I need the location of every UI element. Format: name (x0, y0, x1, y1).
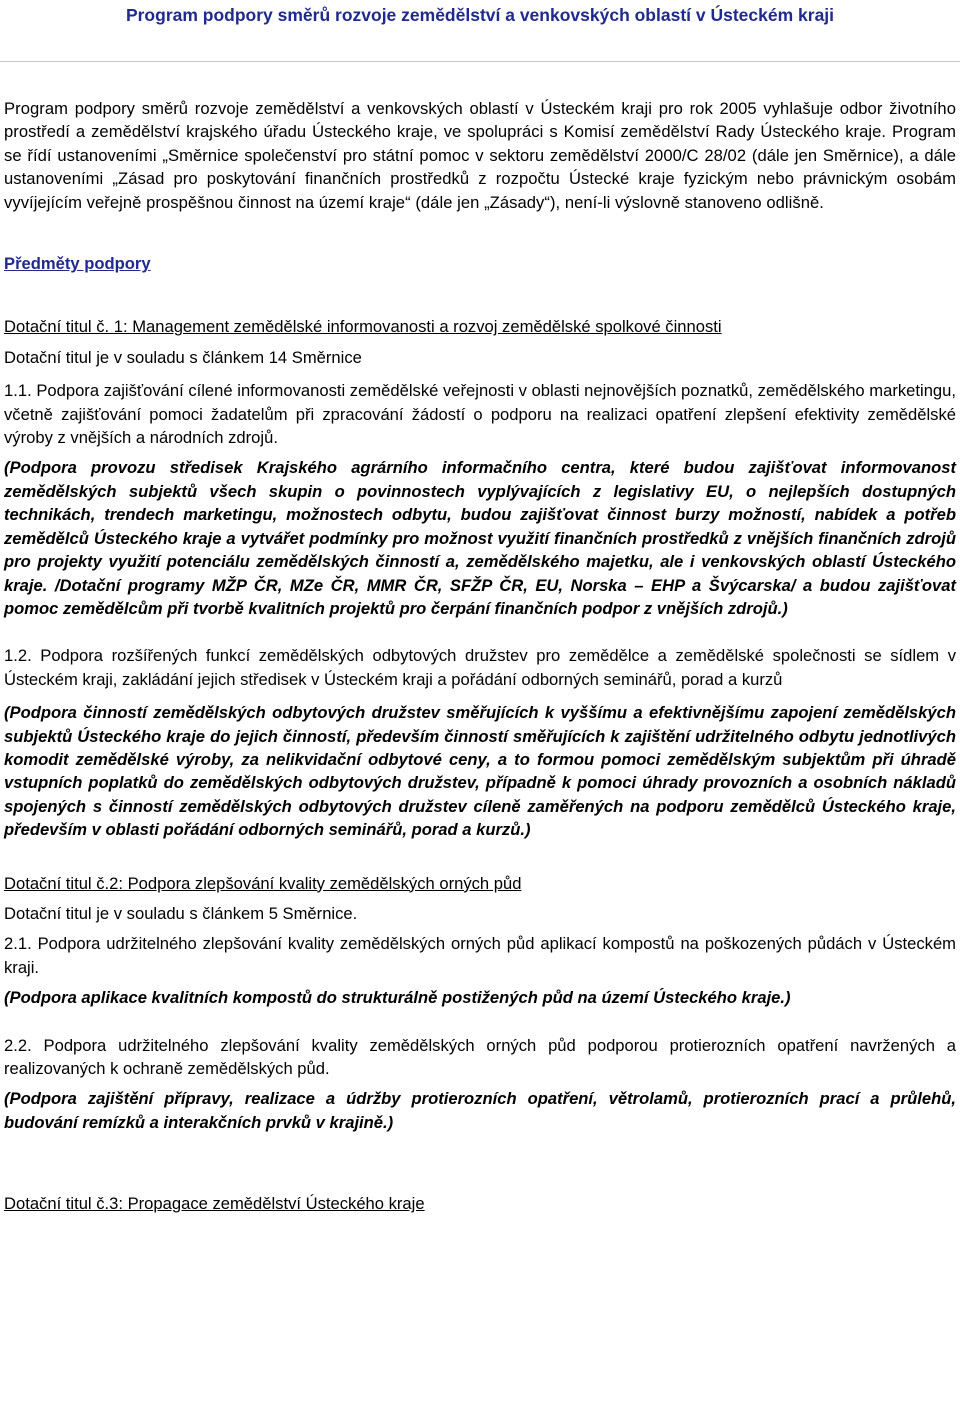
titul-1-note: Dotační titul je v souladu s článkem 14 Směrnice (4, 347, 362, 367)
titul-1-heading: Dotační titul č. 1: Management zemědělské informovanosti a rozvoj zemědělské spolkové činnosti (4, 317, 722, 337)
intro-paragraph: Program podpory směrů rozvoje zemědělství a venkovských oblastí v Ústeckém kraji pro rok 2005 vyhlašuje odbor životního prostředí a zemědělství krajského úřadu Ústeckého kraje, ve spolupráci s Komisí zemědělství Rady Ústeckého kraje. Program se řídí ustanoveními „Směrnice společenství pro státní pomoc v sektoru zemědělství 2000/C 28/02 (dále jen Směrnice), a dále ustanoveními „Zásad pro poskytování finančních prostředků z rozpočtu Ústecké kraje fyzickým nebo právnickým osobám vyvíjejícím veřejně prospěšnou činnost na území kraje“ (dále jen „Zásady“), není-li výslovně stanoveno odlišně. (4, 99, 956, 212)
item-2-1-text: 2.1. Podpora udržitelného zlepšování kvality zemědělských orných půd aplikací kompostů na poškozených půdách v Ústeckém kraji. (4, 934, 956, 977)
item-1-2-text: 1.2. Podpora rozšířených funkcí zemědělských odbytových družstev pro zemědělce a zemědělské společnosti se sídlem v Ústeckém kraji, zakládání jejich středisek v Ústeckém kraji a pořádání odborných seminářů, porad a kurzů (4, 646, 956, 689)
item-2-1-detail: (Podpora aplikace kvalitních kompostů do strukturálně postižených půd na území Ústeckého kraje.) (4, 988, 791, 1008)
titul-3-heading: Dotační titul č.3: Propagace zemědělství Ústeckého kraje (4, 1194, 425, 1214)
item-1-1-detail: (Podpora provozu středisek Krajského agrárního informačního centra, které budou zajišťovat informovanost zemědělských subjektů všech skupin o povinnostech vyplývajících z legislativy EU, o nejlepších dostupných technikách, trendech marketingu, možnostech odbytu, budou zajišťovat činnost burzy možností, nabídek a potřeb zemědělců Ústeckého kraje a vytvářet podmínky pro možnost využití finančních prostředků z vnějších finančních zdrojů pro projekty využití potenciálu zemědělských činností a, zemědělského majetku, ale i venkovských oblastí Ústeckého kraje. /Dotační programy MŽP ČR, MZe ČR, MMR ČR, SFŽP ČR, EU, Norska – EHP a Švýcarska/ a budou zajišťovat pomoc zemědělcům při tvorbě kvalitních projektů pro čerpání finančních podpor z vnějších zdrojů.) (4, 458, 956, 618)
titul-2-heading: Dotační titul č.2: Podpora zlepšování kvality zemědělských orných půd (4, 873, 522, 893)
titul-2-note: Dotační titul je v souladu s článkem 5 Směrnice. (4, 903, 358, 923)
section-heading: Předměty podpory (4, 254, 151, 274)
item-2-2-text: 2.2. Podpora udržitelného zlepšování kvality zemědělských orných půd podporou protierozních opatření navržených a realizovaných k ochraně zemědělských půd. (4, 1035, 956, 1078)
page-header (0, 0, 960, 62)
item-2-2-detail: (Podpora zajištění přípravy, realizace a údržby protierozních opatření, větrolamů, protierozních prací a průlehů, budování remízků a interakčních prvků v krajině.) (4, 1089, 956, 1132)
document-body (0, 97, 960, 1216)
page-title: Program podpory směrů rozvoje zemědělství a venkovských oblastí v Ústeckém kraji (125, 5, 835, 25)
item-1-1-text: 1.1. Podpora zajišťování cílené informovanosti zemědělské veřejnosti v oblasti nejnovějších poznatků, zemědělského marketingu, včetně zajišťování pomoci žadatelům při zpracování žádostí o podporu na realizaci opatření zlepšení efektivity zemědělské výroby z vnějších a národních zdrojů. (4, 381, 956, 448)
item-1-2-detail: (Podpora činností zemědělských odbytových družstev směřujících k vyššímu a efektivnějšímu zapojení zemědělských subjektů Ústeckého kraje do jejich činností, především činností směřujících k zajištění udržitelného odbytu jednotlivých komodit zemědělské výroby, za nelikvidační odbytové ceny, a to formou pomoci zemědělským subjektům při úhradě vstupních poplatků do zemědělských odbytových družstev, případně k pomoci úhrady provozních a osobních nákladů spojených s činností zemědělských odbytových družstev cíleně zaměřených na podporu zemědělců Ústeckého kraje, především v oblasti pořádání odborných seminářů, porad a kurzů.) (4, 703, 956, 840)
header-divider (0, 61, 960, 62)
